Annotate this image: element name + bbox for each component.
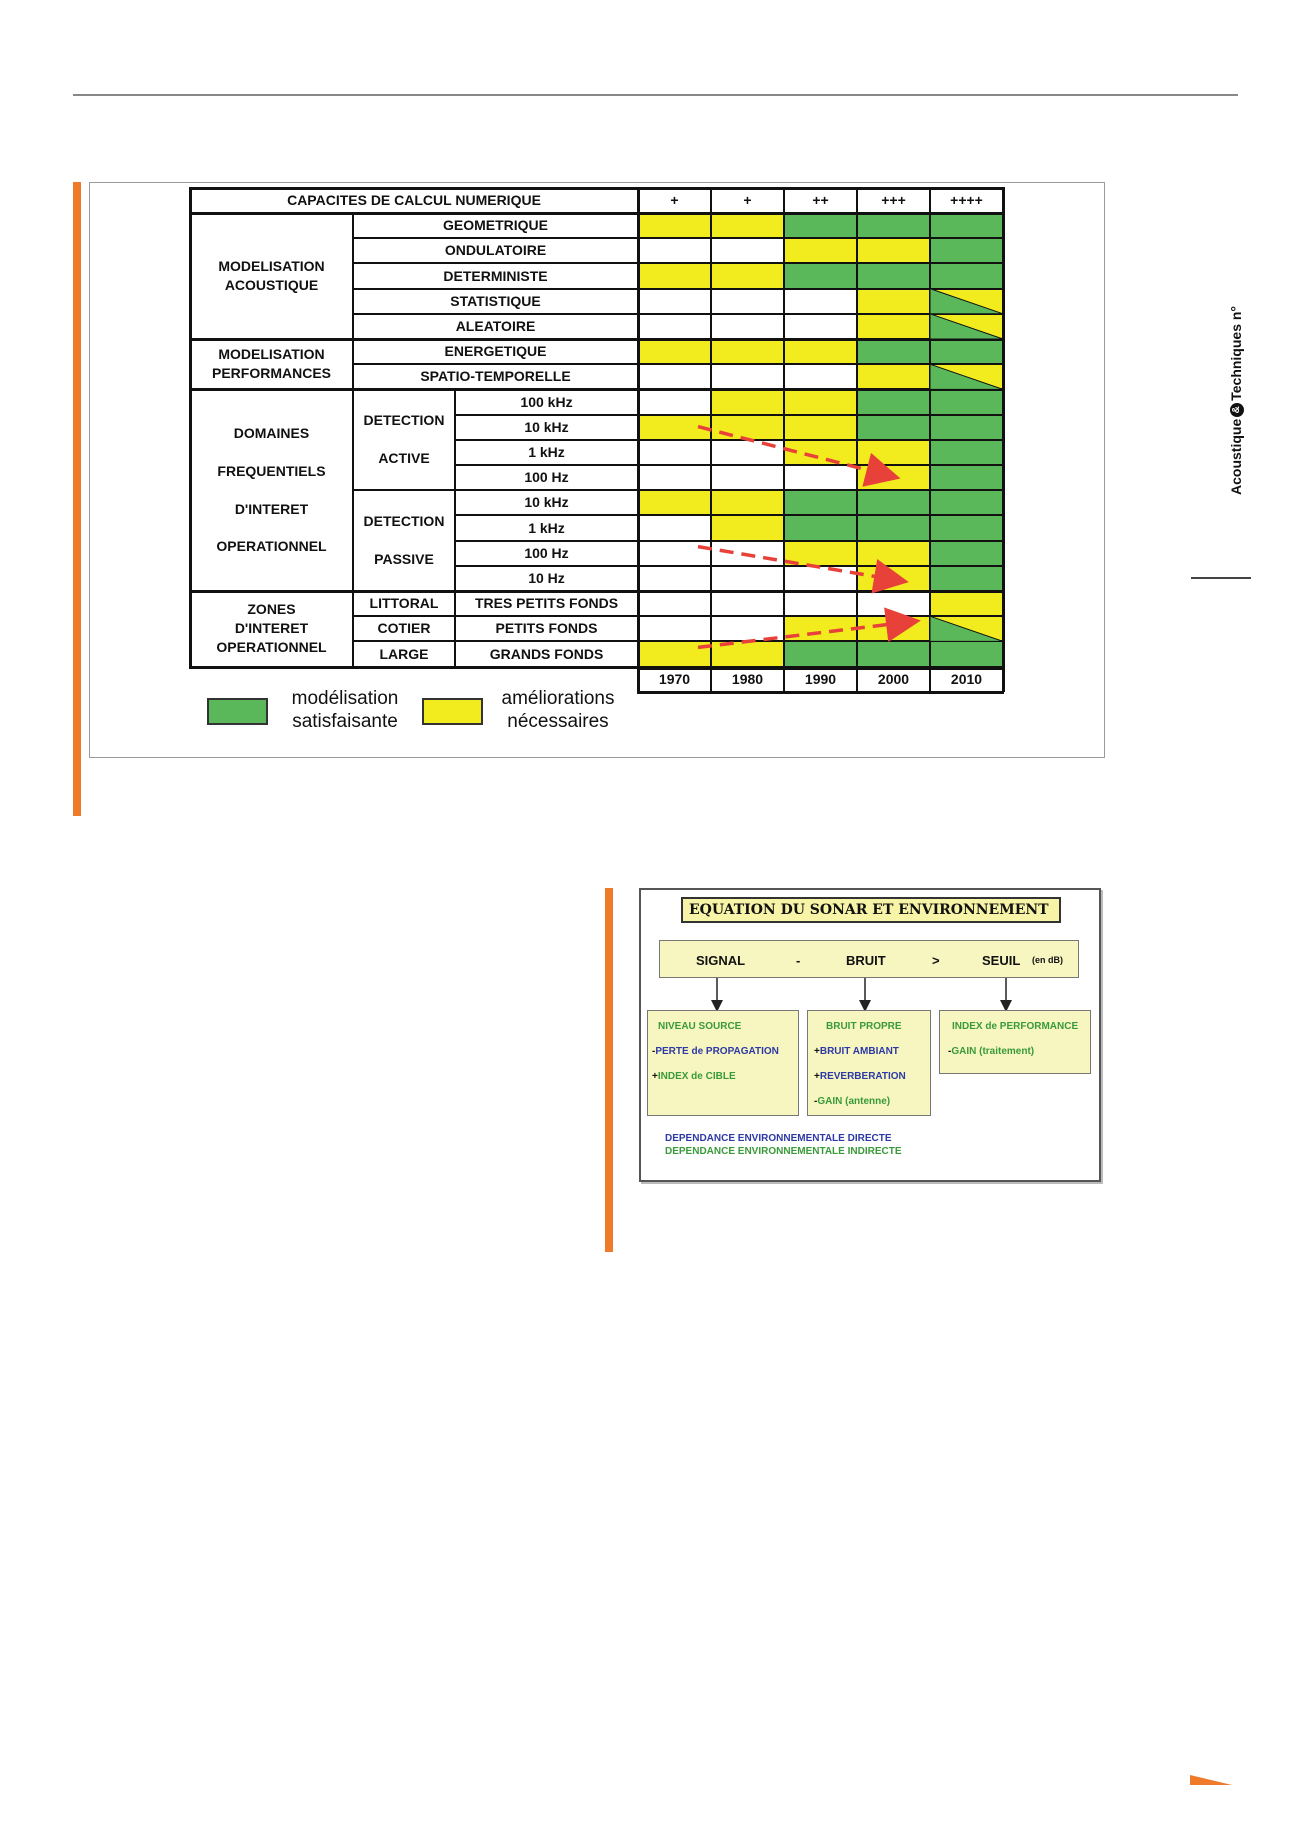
status-cell-r15-c1 <box>638 566 711 591</box>
status-cell-r11-c2 <box>711 465 784 490</box>
status-cell-r6-c1 <box>638 339 711 364</box>
row-label-10: 1 kHz <box>455 440 638 465</box>
status-cell-r13-c1 <box>638 515 711 540</box>
zone-label-17: COTIER <box>353 616 455 641</box>
cells-left-border <box>637 188 640 667</box>
status-cell-r12-c2 <box>711 490 784 515</box>
year-row-bottom <box>637 691 1004 694</box>
legend-yellow-swatch <box>422 698 483 725</box>
journal-logo-icon: & <box>1230 403 1244 417</box>
row-label-11: 100 Hz <box>455 465 638 490</box>
status-cell-r3-c2 <box>711 263 784 288</box>
status-cell-r10-c4 <box>857 440 930 465</box>
row-label-18: GRANDS FONDS <box>455 641 638 666</box>
status-cell-r8-c1 <box>638 389 711 414</box>
eq-signal: SIGNAL <box>696 953 746 968</box>
status-cell-r9-c4 <box>857 415 930 440</box>
status-cell-r18-c2 <box>711 641 784 666</box>
status-cell-r8-c3 <box>784 389 857 414</box>
status-cell-r2-c2 <box>711 238 784 263</box>
status-cell-r14-c4 <box>857 541 930 566</box>
eq-bruit: BRUIT <box>846 953 886 968</box>
status-cell-r9-c3 <box>784 415 857 440</box>
row-label-1: GEOMETRIQUE <box>353 213 638 238</box>
separator-2 <box>189 338 1004 341</box>
status-cell-r9-c5 <box>930 415 1003 440</box>
header-capacity-3: ++ <box>784 188 857 213</box>
status-cell-r2-c3 <box>784 238 857 263</box>
status-cell-r15-c2 <box>711 566 784 591</box>
side-rule <box>1191 577 1251 579</box>
status-cell-r10-c5 <box>930 440 1003 465</box>
subgroup-detection-passive: DETECTION PASSIVE <box>353 490 455 591</box>
group-label-1: MODELISATION ACOUSTIQUE <box>190 213 353 339</box>
status-cell-r1-c1 <box>638 213 711 238</box>
header-capacity-2: + <box>711 188 784 213</box>
status-cell-r6-c5 <box>930 339 1003 364</box>
status-cell-r8-c5 <box>930 389 1003 414</box>
status-cell-r7-c4 <box>857 364 930 389</box>
year-label-1970: 1970 <box>638 667 711 692</box>
status-cell-r4-c5 <box>930 289 1003 314</box>
figure-sonar-equation <box>639 888 1101 1182</box>
status-cell-r10-c2 <box>711 440 784 465</box>
status-cell-r18-c4 <box>857 641 930 666</box>
status-cell-r5-c4 <box>857 314 930 339</box>
border-left <box>189 187 192 667</box>
status-cell-r14-c2 <box>711 541 784 566</box>
status-cell-r17-c5 <box>930 616 1003 641</box>
top-rule <box>73 94 1238 96</box>
status-cell-r17-c1 <box>638 616 711 641</box>
status-cell-r16-c4 <box>857 591 930 616</box>
group-label-2: MODELISATION PERFORMANCES <box>190 339 353 389</box>
status-cell-r16-c2 <box>711 591 784 616</box>
status-cell-r5-c2 <box>711 314 784 339</box>
status-cell-r2-c4 <box>857 238 930 263</box>
row-label-13: 1 kHz <box>455 515 638 540</box>
group-label-4: ZONES D'INTERET OPERATIONNEL <box>190 591 353 667</box>
status-cell-r10-c3 <box>784 440 857 465</box>
year-label-2000: 2000 <box>857 667 930 692</box>
status-cell-r16-c1 <box>638 591 711 616</box>
status-cell-r12-c5 <box>930 490 1003 515</box>
year-row-top <box>637 667 1004 670</box>
status-cell-r3-c3 <box>784 263 857 288</box>
status-cell-r18-c3 <box>784 641 857 666</box>
row-label-6: ENERGETIQUE <box>353 339 638 364</box>
status-cell-r18-c1 <box>638 641 711 666</box>
legend-green-label: modélisation satisfaisante <box>291 688 399 732</box>
group-label-3: DOMAINES FREQUENTIELS D'INTERET OPERATIONNEL <box>190 389 353 591</box>
status-cell-r4-c4 <box>857 289 930 314</box>
eq-greater: > <box>932 953 940 968</box>
row-label-5: ALEATOIRE <box>353 314 638 339</box>
status-cell-r17-c4 <box>857 616 930 641</box>
row-label-2: ONDULATOIRE <box>353 238 638 263</box>
status-cell-r16-c5 <box>930 591 1003 616</box>
status-cell-r7-c2 <box>711 364 784 389</box>
row-label-15: 10 Hz <box>455 566 638 591</box>
border-right <box>1002 187 1005 692</box>
row-label-14: 100 Hz <box>455 541 638 566</box>
box-index-performance: INDEX de PERFORMANCE -GAIN (traitement) <box>939 1010 1091 1074</box>
status-cell-r10-c1 <box>638 440 711 465</box>
status-cell-r17-c2 <box>711 616 784 641</box>
status-cell-r14-c1 <box>638 541 711 566</box>
status-cell-r13-c4 <box>857 515 930 540</box>
year-row-left <box>637 667 640 692</box>
status-cell-r9-c2 <box>711 415 784 440</box>
subgroup-detection-active: DETECTION ACTIVE <box>353 389 455 490</box>
status-cell-r13-c3 <box>784 515 857 540</box>
note-indirect: DEPENDANCE ENVIRONNEMENTALE INDIRECTE <box>665 1146 902 1157</box>
status-cell-r12-c1 <box>638 490 711 515</box>
header-capacity-4: +++ <box>857 188 930 213</box>
journal-side-title: Acoustique&Techniques n° <box>1228 305 1244 495</box>
figure1-accent-bar <box>73 182 81 816</box>
header-capacities-label: CAPACITES DE CALCUL NUMERIQUE <box>190 188 638 213</box>
status-cell-r9-c1 <box>638 415 711 440</box>
status-cell-r13-c2 <box>711 515 784 540</box>
year-label-1980: 1980 <box>711 667 784 692</box>
status-cell-r7-c1 <box>638 364 711 389</box>
note-direct: DEPENDANCE ENVIRONNEMENTALE DIRECTE <box>665 1133 892 1144</box>
header-capacity-1: + <box>638 188 711 213</box>
status-cell-r5-c1 <box>638 314 711 339</box>
status-cell-r7-c3 <box>784 364 857 389</box>
status-cell-r8-c4 <box>857 389 930 414</box>
year-label-2010: 2010 <box>930 667 1003 692</box>
separator-0 <box>189 187 1004 190</box>
separator-1 <box>189 212 1004 215</box>
status-cell-r12-c4 <box>857 490 930 515</box>
status-cell-r15-c5 <box>930 566 1003 591</box>
status-cell-r6-c3 <box>784 339 857 364</box>
box-bruit-propre: BRUIT PROPRE +BRUIT AMBIANT +REVERBERATION -GAIN (antenne) <box>807 1010 931 1116</box>
figure2-accent-bar <box>605 888 613 1252</box>
status-cell-r8-c2 <box>711 389 784 414</box>
status-cell-r11-c3 <box>784 465 857 490</box>
zone-label-16: LITTORAL <box>353 591 455 616</box>
status-cell-r2-c5 <box>930 238 1003 263</box>
row-label-9: 10 kHz <box>455 415 638 440</box>
eq-unit: (en dB) <box>1032 955 1063 965</box>
row-label-12: 10 kHz <box>455 490 638 515</box>
status-cell-r11-c4 <box>857 465 930 490</box>
status-cell-r5-c5 <box>930 314 1003 339</box>
separator-4 <box>189 590 1004 593</box>
sonar-title: EQUATION DU SONAR ET ENVIRONNEMENT <box>681 897 1061 923</box>
status-cell-r11-c1 <box>638 465 711 490</box>
status-cell-r6-c4 <box>857 339 930 364</box>
status-cell-r14-c3 <box>784 541 857 566</box>
status-cell-r4-c1 <box>638 289 711 314</box>
zone-label-18: LARGE <box>353 641 455 666</box>
eq-seuil: SEUIL <box>982 953 1021 968</box>
legend-green-swatch <box>207 698 268 725</box>
box-niveau-source: NIVEAU SOURCE -PERTE de PROPAGATION +INDEX de CIBLE <box>647 1010 799 1116</box>
status-cell-r2-c1 <box>638 238 711 263</box>
row-label-8: 100 kHz <box>455 389 638 414</box>
status-cell-r16-c3 <box>784 591 857 616</box>
figure-modelisation-table <box>89 182 1105 758</box>
status-cell-r3-c5 <box>930 263 1003 288</box>
status-cell-r14-c5 <box>930 541 1003 566</box>
status-cell-r17-c3 <box>784 616 857 641</box>
status-cell-r4-c2 <box>711 289 784 314</box>
row-label-7: SPATIO-TEMPORELLE <box>353 364 638 389</box>
status-cell-r1-c2 <box>711 213 784 238</box>
status-cell-r4-c3 <box>784 289 857 314</box>
row-label-16: TRES PETITS FONDS <box>455 591 638 616</box>
status-cell-r13-c5 <box>930 515 1003 540</box>
status-cell-r1-c3 <box>784 213 857 238</box>
status-cell-r6-c2 <box>711 339 784 364</box>
separator-3 <box>189 388 1004 391</box>
header-capacity-5: ++++ <box>930 188 1003 213</box>
page-corner-arrow-icon <box>1190 1775 1232 1785</box>
row-label-17: PETITS FONDS <box>455 616 638 641</box>
row-label-4: STATISTIQUE <box>353 289 638 314</box>
status-cell-r3-c1 <box>638 263 711 288</box>
status-cell-r7-c5 <box>930 364 1003 389</box>
status-cell-r5-c3 <box>784 314 857 339</box>
status-cell-r12-c3 <box>784 490 857 515</box>
status-cell-r1-c4 <box>857 213 930 238</box>
eq-minus: - <box>796 953 801 968</box>
status-cell-r3-c4 <box>857 263 930 288</box>
legend-yellow-label: améliorations nécessaires <box>501 688 615 732</box>
status-cell-r11-c5 <box>930 465 1003 490</box>
row-label-3: DETERMINISTE <box>353 263 638 288</box>
status-cell-r1-c5 <box>930 213 1003 238</box>
status-cell-r18-c5 <box>930 641 1003 666</box>
year-label-1990: 1990 <box>784 667 857 692</box>
status-cell-r15-c4 <box>857 566 930 591</box>
status-cell-r15-c3 <box>784 566 857 591</box>
